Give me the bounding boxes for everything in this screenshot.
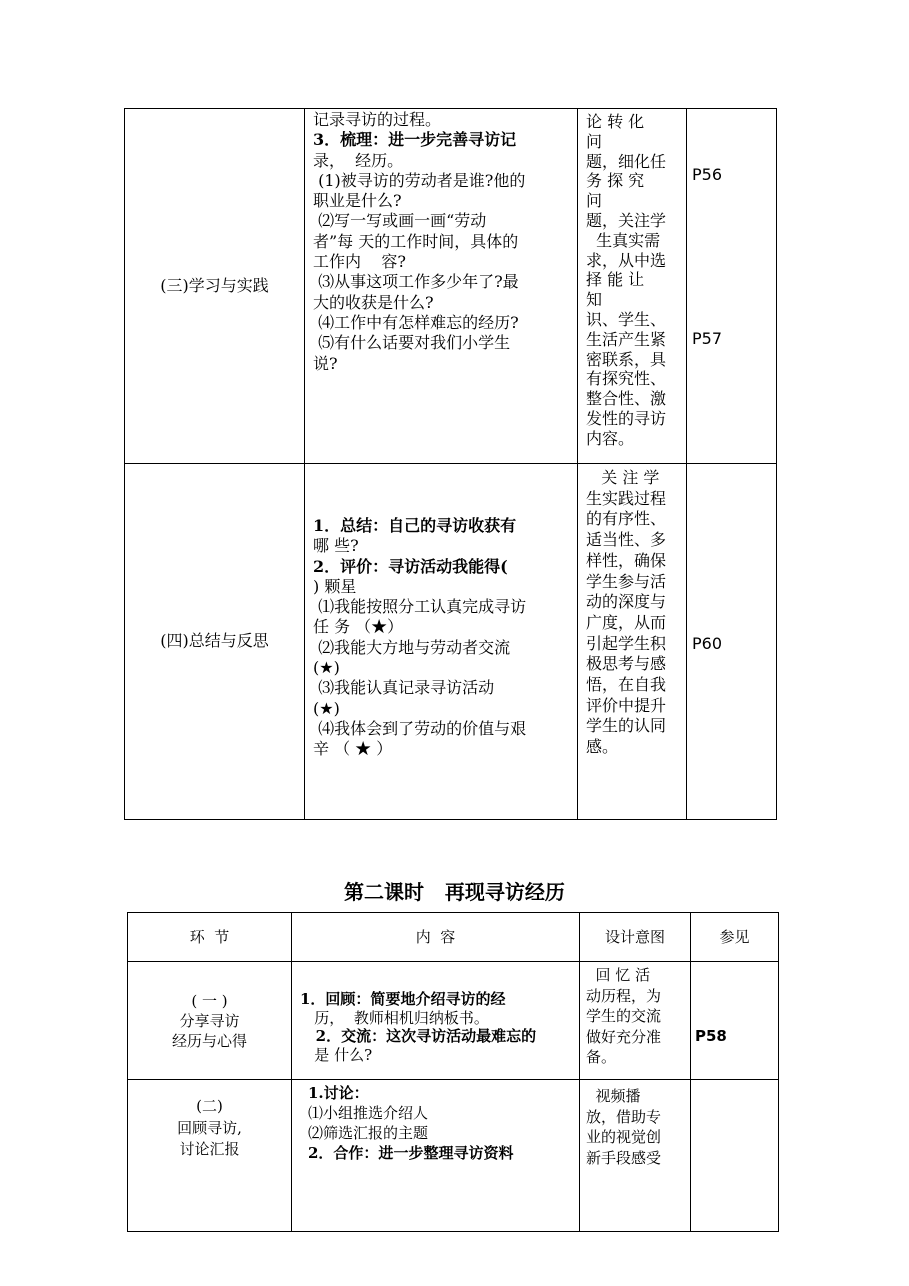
- intent-line: 放，借助专: [586, 1107, 662, 1126]
- intent-line: 学生的交流: [586, 1007, 662, 1025]
- page-reference: P56: [692, 165, 723, 184]
- intent-line: 整合性、激: [586, 389, 667, 409]
- intent-line: 动的深度与: [586, 592, 667, 612]
- intent-line: 内容。: [586, 428, 635, 448]
- stage-cell: [127, 1079, 292, 1232]
- content-cell: [291, 1079, 580, 1232]
- reference-cell: [686, 463, 777, 820]
- content-line: ⑶从事这项工作多少年了?最: [313, 272, 519, 292]
- activity-table-part2: [127, 912, 779, 1232]
- intent-line: 广度，从而: [586, 612, 667, 632]
- header-intent: [579, 912, 691, 962]
- page-reference: P60: [692, 634, 723, 653]
- intent-line: 发性的寻访: [586, 408, 667, 428]
- content-cell: [291, 961, 580, 1080]
- content-line: ⑵我能大方地与劳动者交流: [313, 637, 511, 657]
- content-cell: [304, 108, 578, 464]
- intent-line: 生实践过程: [586, 488, 667, 508]
- reference-cell: [690, 1079, 779, 1232]
- content-line: 1．总结：自己的寻访收获有: [313, 516, 517, 535]
- intent-cell: [577, 463, 687, 820]
- reference-cell: [690, 961, 779, 1080]
- intent-line: 的有序性、: [586, 509, 667, 529]
- stage-line: 分享寻访: [179, 1011, 240, 1030]
- content-line: ⑷工作中有怎样难忘的经历?: [313, 312, 519, 332]
- content-line: 1.讨论：: [308, 1084, 369, 1102]
- stage-cell: [124, 108, 305, 464]
- content-line: 历， 教师相机归纳板书。: [300, 1008, 489, 1027]
- content-line: 哪 些?: [313, 536, 359, 556]
- header-label: 内 容: [415, 927, 456, 946]
- intent-line: 论 转 化: [586, 112, 645, 131]
- intent-line: 回 忆 活: [586, 966, 651, 984]
- intent-line: 关 注 学: [586, 468, 660, 487]
- intent-line: 悟，在自我: [586, 675, 667, 695]
- content-line: 2．评价：寻访活动我能得(: [313, 556, 508, 576]
- header-reference: [690, 912, 779, 962]
- content-line: 2．交流：这次寻访活动最难忘的: [300, 1027, 537, 1045]
- reference-cell: [686, 108, 777, 464]
- activity-table-part1: [124, 108, 777, 820]
- intent-line: 新手段感受: [586, 1148, 662, 1167]
- intent-line: 题，细化任: [586, 151, 667, 171]
- stage-line: (二): [196, 1097, 223, 1115]
- content-line: ⑸有什么话要对我们小学生: [313, 333, 511, 353]
- header-stage: [127, 912, 292, 962]
- intent-line: 学生参与活: [586, 571, 667, 591]
- content-line: 2．合作：进一步整理寻访资料: [308, 1144, 514, 1162]
- content-line: (★): [313, 698, 340, 718]
- content-line: ) 颗星: [313, 576, 357, 596]
- content-line: 1．回顾：简要地介绍寻访的经: [300, 990, 506, 1008]
- content-line: 职业是什么?: [313, 191, 402, 211]
- header-label: 环 节: [189, 927, 230, 946]
- content-line: (★): [313, 658, 340, 678]
- content-line: ⑴小组推选介绍人: [308, 1104, 429, 1122]
- stage-label: (三)学习与实践: [160, 275, 269, 295]
- intent-line: 极思考与感: [586, 654, 667, 674]
- intent-line: 引起学生积: [586, 633, 667, 653]
- intent-line: 有探究性、: [586, 369, 667, 389]
- stage-line: ( 一 ): [191, 991, 228, 1010]
- content-line: 说?: [313, 353, 338, 373]
- content-line: 大的收获是什么?: [313, 292, 434, 312]
- intent-line: 业的视觉创: [586, 1128, 662, 1146]
- intent-line: 题，关注学: [586, 210, 667, 230]
- intent-line: 评价中提升: [586, 695, 667, 715]
- section-title: 第二课时 再现寻访经历: [344, 880, 565, 904]
- page-reference: P57: [692, 329, 723, 348]
- intent-line: 适当性、多: [586, 530, 667, 550]
- content-line: 者”每 天的工作时间，具体的: [313, 231, 519, 251]
- content-line: 是 什么?: [300, 1045, 373, 1064]
- intent-line: 识、学生、: [586, 309, 667, 329]
- header-label: 参见: [719, 927, 750, 946]
- intent-line: 问: [586, 131, 603, 151]
- content-line: ⑷我体会到了劳动的价值与艰: [313, 718, 527, 738]
- intent-cell: [577, 108, 687, 464]
- content-line: ⑵写一写或画一画“劳动: [313, 211, 487, 231]
- page-reference: P58: [695, 1027, 727, 1045]
- intent-line: 视频播: [586, 1087, 641, 1105]
- stage-cell: [127, 961, 292, 1080]
- content-line: 工作内 容?: [313, 252, 406, 272]
- intent-line: 学生的认同: [586, 716, 667, 736]
- content-line: ⑴我能按照分工认真完成寻访: [313, 597, 527, 617]
- intent-line: 知: [586, 290, 603, 310]
- intent-line: 密联系，具: [586, 349, 667, 369]
- intent-line: 求，从中选: [586, 250, 667, 270]
- intent-line: 务 探 究: [586, 171, 645, 191]
- intent-cell: [579, 1079, 691, 1232]
- content-line: 辛 （ ★ ）: [313, 739, 393, 759]
- content-line: (1)被寻访的劳动者是谁?他的: [313, 170, 526, 190]
- header-content: [291, 912, 580, 962]
- intent-line: 问: [586, 191, 603, 211]
- intent-line: 择 能 让: [586, 270, 645, 290]
- intent-line: 做好充分准: [586, 1027, 662, 1046]
- content-line: 3．梳理：进一步完善寻访记: [313, 130, 517, 150]
- content-line: 录， 经历。: [313, 150, 404, 170]
- intent-line: 备。: [586, 1048, 617, 1066]
- stage-cell: [124, 463, 305, 820]
- intent-line: 感。: [586, 737, 619, 757]
- stage-line: 经历与心得: [171, 1031, 247, 1050]
- content-cell: [304, 463, 578, 820]
- header-label: 设计意图: [604, 927, 665, 946]
- content-line: 记录寻访的过程。: [313, 110, 442, 129]
- stage-line: 讨论汇报: [179, 1140, 240, 1158]
- intent-line: 生真实需: [586, 230, 661, 250]
- content-line: 任 务 （★）: [313, 617, 404, 637]
- intent-cell: [579, 961, 691, 1080]
- intent-line: 样性，确保: [586, 550, 667, 570]
- stage-line: 回顾寻访,: [177, 1118, 242, 1137]
- content-line: ⑵筛选汇报的主题: [308, 1124, 429, 1142]
- intent-line: 生活产生紧: [586, 329, 667, 349]
- stage-label: (四)总结与反思: [160, 631, 269, 651]
- intent-line: 动历程，为: [586, 986, 662, 1005]
- content-line: ⑶我能认真记录寻访活动: [313, 678, 495, 698]
